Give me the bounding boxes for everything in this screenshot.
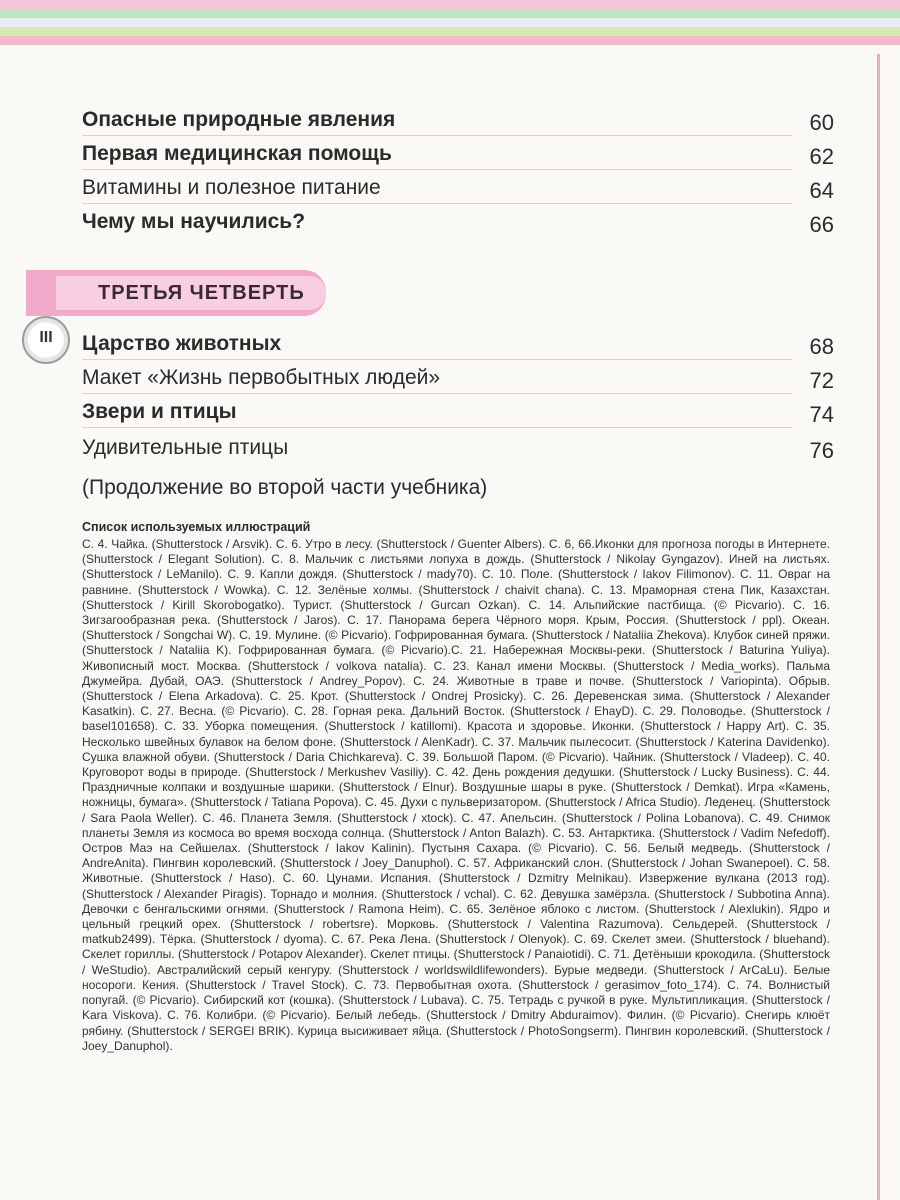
- toc-entry[interactable]: [82, 326, 834, 360]
- toc-entry-title: Витамины и полезное питание: [82, 176, 381, 199]
- toc-entry[interactable]: [82, 394, 834, 428]
- stripe-lime: [0, 27, 900, 36]
- toc-entry-page: 62: [809, 144, 834, 169]
- illustrations-credits: С. 4. Чайка. (Shutterstock / Arsvik). С. 6. Утро в лесу. (Shutterstock / Guenter Albers). С. 6, 66.Иконки для прогноза погоды в Интернете. (Shutterstock / Elegant Solution). С. 8. Мальчик с листьями лопуха в дождь. (Shutterstock / Nikolay Gyngazov). Иней на листьях. (Shutterstock / LeManilo). С. 9. Капли дождя. (Shutterstock / mady70). С. 10. Поле. (Shutterstock / Iakov Filimonov). С. 11. Овраг на равнине. (Shutterstock / Wowka). С. 12. Зелёные холмы. (Shutterstock / chaivit chana). С. 13. Мраморная стена Пик, Казахстан. (Shutterstock / Kirill Skorobogatko). Турист. (Shutterstock / Gurcan Ozkan). С. 14. Альпийские пастбища. (© Picvario). С. 16. Зигзагообразная река. (Shutterstock / Jaros). С. 17. Панорама берега Чёрного моря. Крым, Россия. (Shutterstock / ppl). Океан. (Shutterstock / Songchai W). С. 19. Мулине. (© Picvario). Гофрированная бумага. (Shutterstock / Nataliia Zhekova). Клубок синей пряжи. (Shutterstock / Nataliia K). Гофрированная бумага. (© Picvario).С. 21. Набережная Москвы-реки. (Shutterstock / Baturina Yuliya). Живописный мост. Москва. (Shutterstock / volkova natalia). С. 23. Канал имени Москвы. (Shutterstock / Media_works). Пальма Джумейра. Дубай, ОАЭ. (Shutterstock / Andrey_Popov). С. 24. Животные в траве и почве. (Shutterstock / Variopinta). Обрыв. (Shutterstock / Elena Arkadova). С. 25. Крот. (Shutterstock / Ondrej Prosicky). С. 26. Деревенская зима. (Shutterstock / Alexander Kasatkin). С. 27. Весна. (© Picvario). С. 28. Горная река. Дальний Восток. (Shutterstock / EhayD). С. 29. Половодье. (Shutterstock / basel101658). С. 33. Уборка помещения. (Shutterstock / katillomi). Красота и здоровье. Иконки. (Shutterstock / Happy Art). С. 35. Несколько швейных булавок на белом фоне. (Shutterstock / AlenKadr). С. 37. Мальчик пылесосит. (Shutterstock / Katerina Davidenko). Сушка влажной обуви. (Shutterstock / Daria Chichkareva). С. 39. Большой Паром. (© Picvario). Чайник. (Shutterstock / Vladeep). С. 40. Круговорот воды в природе. (Shutterstock / Merkushev Vasiliy). С. 42. День рождения дедушки. (Shutterstock / Lucky Business). С. 44. Праздничные колпаки и воздушные шарики. (Shutterstock / Elnur). Воздушные шары в руке. (Shutterstock / Demkat). Игра «Камень, ножницы, бумага». (Shutterstock / Tatiana Popova). С. 45. Духи с пульверизатором. (Shutterstock / Africa Studio). Леденец. (Shutterstock / Sara Paola Weller). С. 46. Планета Земля. (Shutterstock / xtock). С. 47. Апельсин. (Shutterstock / Polina Lobanova). С. 49. Снимок планеты Земля из космоса во время восхода солнца. (Shutterstock / Anton Balazh). С. 53. Антарктика. (Shutterstock / Vadim Nefedoff). Остров Маэ на Сейшелах. (Shutterstock / Iakov Kalinin). Пустыня Сахара. (© Picvario). С. 56. Белый медведь. (Shutterstock / AndreAnita). Пингвин королевский. (Shutterstock / Joey_Danuphol). С. 57. Африканский слон. (Shutterstock / Johan Swanepoel). С. 58. Животные. (Shutterstock / Haso). С. 60. Цунами. Испания. (Shutterstock / Dzmitry Melnikau). Извержение вулкана (2013 год). (Shutterstock / Alexander Piragis). Торнадо и молния. (Shutterstock / vchal). С. 62. Девушка замёрзла. (Shutterstock / Subbotina Anna). Девочки с бенгальскими огнями. (Shutterstock / Ramona Heim). С. 65. Зелёное яблоко с листом. (Shutterstock / Alexlukin). Ядро и цельный грецкий орех. (Shutterstock / robertsre). Морковь. (Shutterstock / Valentina Razumova). Сельдерей. (Shutterstock / matkub2499). Тёрка. (Shutterstock / dyoma). С. 67. Река Лена. (Shutterstock / Olenyok). С. 69. Скелет змеи. (Shutterstock / bluehand). Скелет гориллы. (Shutterstock / Potapov Alexander). Скелет птицы. (Shutterstock / Panaiotidi). С. 71. Детёныши крокодила. (Shutterstock / WeStudio). Австралийский серый кенгуру. (Shutterstock / worldswildlifewonders). Бурые медведи. (Shutterstock / ArCaLu). Белые носороги. Кения. (Shutterstock / Travel Stock). С. 73. Первобытная охота. (Shutterstock / gerasimov_foto_174). С. 74. Волнистый попугай. (© Picvario). Сибирский кот (кошка). (Shutterstock / Lubava). С. 75. Тетрадь с ручкой в руке. Мультипликация. (Shutterstock / Kara Viskova). С. 76. Колибри. (© Picvario). Белый лебедь. (Shutterstock / Dmitry Abduraimov). Филин. (© Picvario). Снегирь клюёт рябину. (Shutterstock / SERGEI BRIK). Курица высиживает яйца. (Shutterstock / PhotoSongserm). Пингвин королевский. (Shutterstock / Joey_Danuphol).: [82, 537, 830, 1053]
- toc-entry-title: Царство животных: [82, 332, 282, 355]
- stripe-rose: [0, 36, 900, 45]
- toc-entry-title: Звери и птицы: [82, 400, 237, 423]
- toc-entry-title: Макет «Жизнь первобытных людей»: [82, 366, 441, 389]
- toc-entry[interactable]: [82, 204, 834, 238]
- toc-section-top: [82, 100, 834, 250]
- stripe-green: [0, 9, 900, 18]
- quarter-banner: [26, 270, 326, 316]
- quarter-number: III: [39, 329, 53, 346]
- stripe-pink: [0, 0, 900, 9]
- toc-section-quarter: [82, 326, 834, 466]
- toc-entry-page: 76: [809, 438, 834, 463]
- toc-leader-line: [82, 427, 792, 428]
- toc-entry-page: 72: [809, 368, 834, 393]
- toc-entry-title: Опасные природные явления: [82, 108, 396, 131]
- toc-entry-title: Удивительные птицы: [82, 436, 289, 459]
- illustrations-heading: Список используемых иллюстраций: [82, 520, 311, 534]
- toc-entry[interactable]: [82, 360, 834, 394]
- toc-entry-page: 68: [809, 334, 834, 359]
- quarter-title: ТРЕТЬЯ ЧЕТВЕРТЬ: [98, 282, 305, 304]
- toc-entry[interactable]: [82, 136, 834, 170]
- toc-entry-page: 74: [809, 402, 834, 427]
- page-border-line: [877, 54, 880, 1200]
- toc-entry[interactable]: [82, 430, 834, 464]
- toc-entry-title: Первая медицинская помощь: [82, 142, 392, 165]
- toc-entry[interactable]: [82, 102, 834, 136]
- toc-entry-page: 66: [809, 212, 834, 237]
- toc-entry-page: 64: [809, 178, 834, 203]
- stripe-light: [0, 18, 900, 27]
- continuation-note: (Продолжение во второй части учебника): [82, 476, 488, 499]
- toc-entry-page: 60: [809, 110, 834, 135]
- quarter-number-badge: [22, 316, 70, 364]
- toc-entry-title: Чему мы научились?: [82, 210, 306, 233]
- header-color-stripes: [0, 0, 900, 54]
- toc-entry[interactable]: [82, 170, 834, 204]
